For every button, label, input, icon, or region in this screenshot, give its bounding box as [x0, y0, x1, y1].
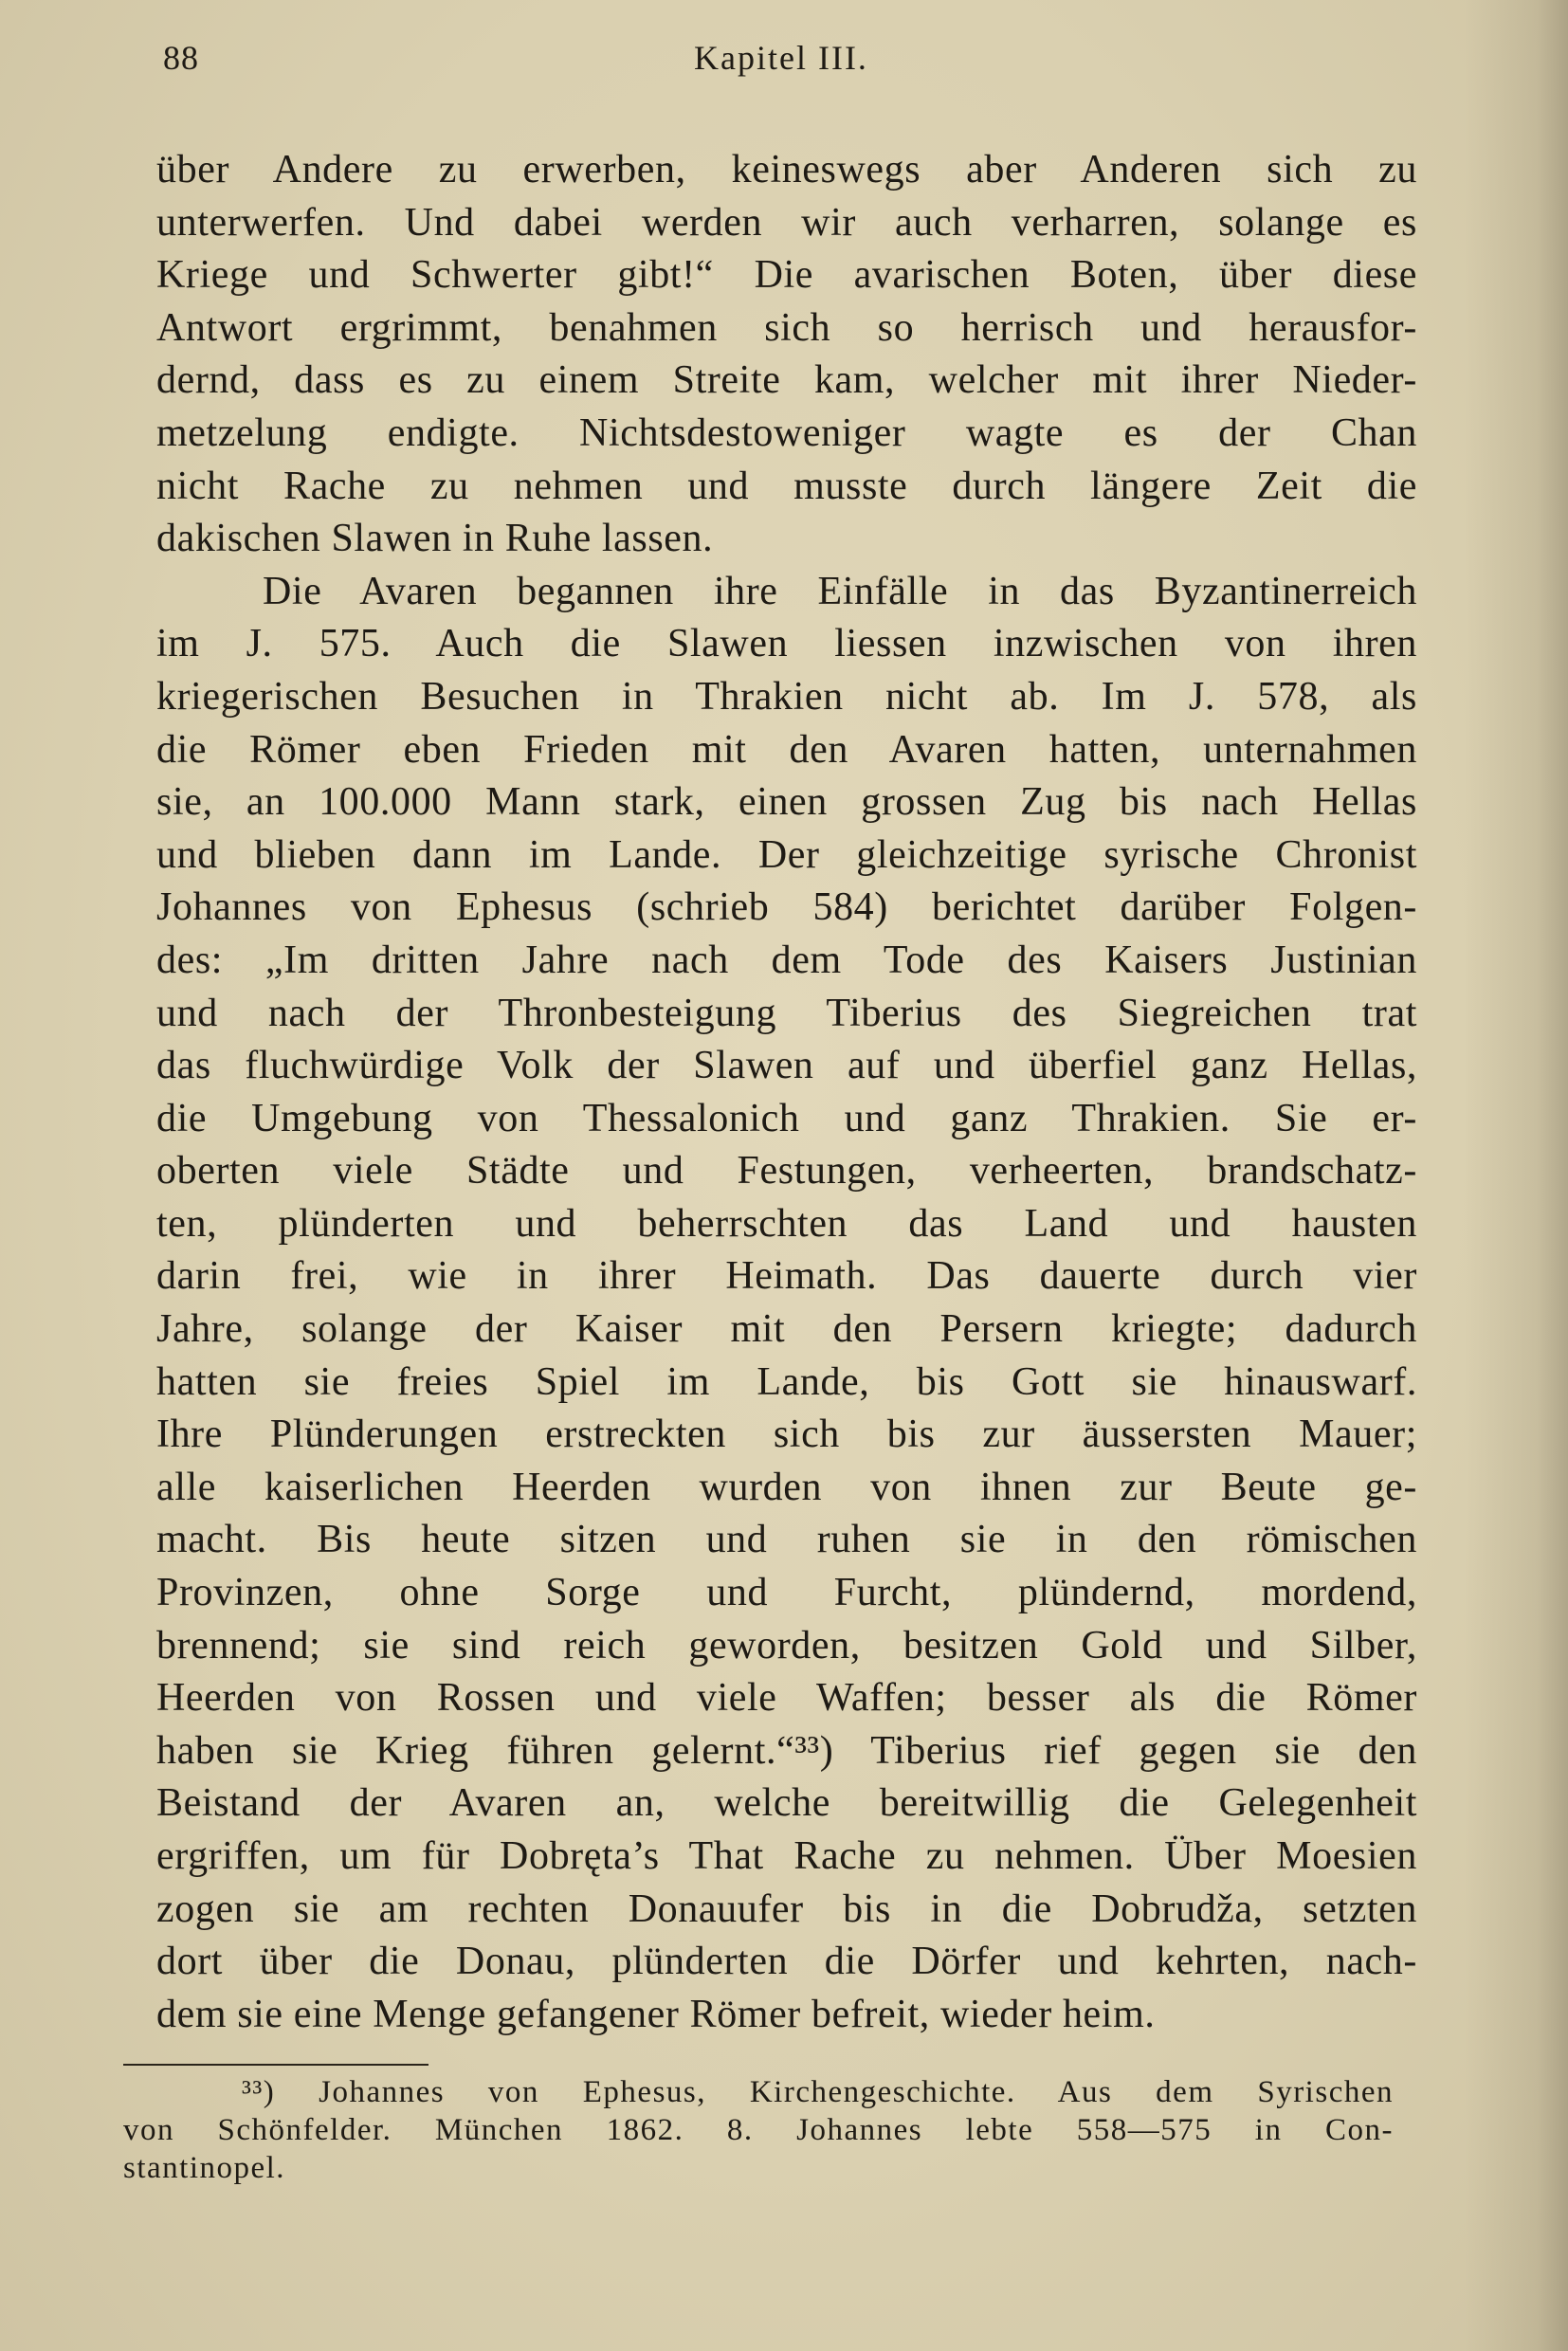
text-line: unterwerfen. Und dabei werden wir auch verharren, solange es: [156, 200, 1417, 245]
text-line: dem sie eine Menge gefangener Römer befreit, wieder heim.: [156, 1992, 1156, 2036]
text-line: oberten viele Städte und Festungen, verheerten, brandschatz-: [156, 1149, 1417, 1194]
text-line: des: „Im dritten Jahre nach dem Tode des Kaisers Justinian: [156, 938, 1417, 982]
text-line: brennend; sie sind reich geworden, besitzen Gold und Silber,: [156, 1623, 1417, 1668]
text-line: dernd, dass es zu einem Streite kam, welcher mit ihrer Nieder-: [156, 358, 1417, 403]
text-line: kriegerischen Besuchen in Thrakien nicht ab. Im J. 578, als: [156, 674, 1417, 719]
text-line: das fluchwürdige Volk der Slawen auf und überfiel ganz Hellas,: [156, 1044, 1417, 1088]
text-line: über Andere zu erwerben, keineswegs aber Anderen sich zu: [156, 148, 1417, 191]
text-line: Provinzen, ohne Sorge und Furcht, plündernd, mordend,: [156, 1571, 1417, 1615]
text-line: Heerden von Rossen und viele Waffen; besser als die Römer: [156, 1676, 1417, 1721]
text-line: darin frei, wie in ihrer Heimath. Das dauerte durch vier: [156, 1254, 1417, 1299]
footnote-line: stantinopel.: [123, 2151, 286, 2185]
page-header: [163, 38, 1414, 85]
text-line: ergriffen, um für Dobręta’s That Rache zu nehmen. Über Moesien: [156, 1834, 1417, 1878]
text-line: dort über die Donau, plünderten die Dörfer und kehrten, nach-: [156, 1940, 1417, 1984]
text-line: Johannes von Ephesus (schrieb 584) berichtet darüber Folgen-: [156, 885, 1417, 930]
text-line: metzelung endigte. Nichtsdestoweniger wagte es der Chan: [156, 410, 1417, 455]
footnote-line: von Schönfelder. München 1862. 8. Johannes lebte 558—575 in Con-: [123, 2113, 1394, 2147]
text-line: haben sie Krieg führen gelernt.“³³) Tiberius rief gegen sie den: [156, 1728, 1417, 1773]
text-line: macht. Bis heute sitzen und ruhen sie in den römischen: [156, 1518, 1417, 1562]
text-line: alle kaiserlichen Heerden wurden von ihnen zur Beute ge-: [156, 1465, 1417, 1509]
footnote: [123, 2073, 1394, 2187]
footnote-line: ³³) Johannes von Ephesus, Kirchengeschichte. Aus dem Syrischen: [242, 2075, 1394, 2109]
text-line: die Römer eben Frieden mit den Avaren hatten, unternahmen: [156, 727, 1417, 772]
text-line: Jahre, solange der Kaiser mit den Persern kriegte; dadurch: [156, 1307, 1417, 1352]
text-line: Beistand der Avaren an, welche bereitwillig die Gelegenheit: [156, 1781, 1417, 1826]
text-line: Kriege und Schwerter gibt!“ Die avarischen Boten, über diese: [156, 253, 1417, 298]
body-text: [156, 144, 1417, 2041]
text-line: dakischen Slawen in Ruhe lassen.: [156, 517, 714, 561]
text-line: und blieben dann im Lande. Der gleichzeitige syrische Chronist: [156, 832, 1417, 877]
footnote-divider: [123, 2064, 428, 2066]
text-line: und nach der Thronbesteigung Tiberius des Siegreichen trat: [156, 991, 1417, 1035]
page-number: 88: [163, 39, 199, 77]
text-line: nicht Rache zu nehmen und musste durch längere Zeit die: [156, 464, 1417, 508]
text-line: Ihre Plünderungen erstreckten sich bis zur äussersten Mauer;: [156, 1412, 1417, 1457]
paragraph-start-line: Die Avaren begannen ihre Einfälle in das Byzantinerreich: [263, 569, 1417, 613]
text-line: im J. 575. Auch die Slawen liessen inzwischen von ihren: [156, 622, 1417, 666]
text-line: ten, plünderten und beherrschten das Land und hausten: [156, 1201, 1417, 1246]
page-edge-shadow: [1464, 0, 1568, 2351]
text-line: die Umgebung von Thessalonich und ganz Thrakien. Sie er-: [156, 1096, 1417, 1140]
text-line: Antwort ergrimmt, benahmen sich so herrisch und herausfor-: [156, 305, 1417, 350]
text-line: sie, an 100.000 Mann stark, einen grossen Zug bis nach Hellas: [156, 780, 1417, 825]
text-line: zogen sie am rechten Donauufer bis in die Dobrudža, setzten: [156, 1886, 1417, 1931]
running-head: Kapitel III.: [694, 39, 868, 77]
text-line: hatten sie freies Spiel im Lande, bis Gott sie hinauswarf.: [156, 1359, 1417, 1404]
